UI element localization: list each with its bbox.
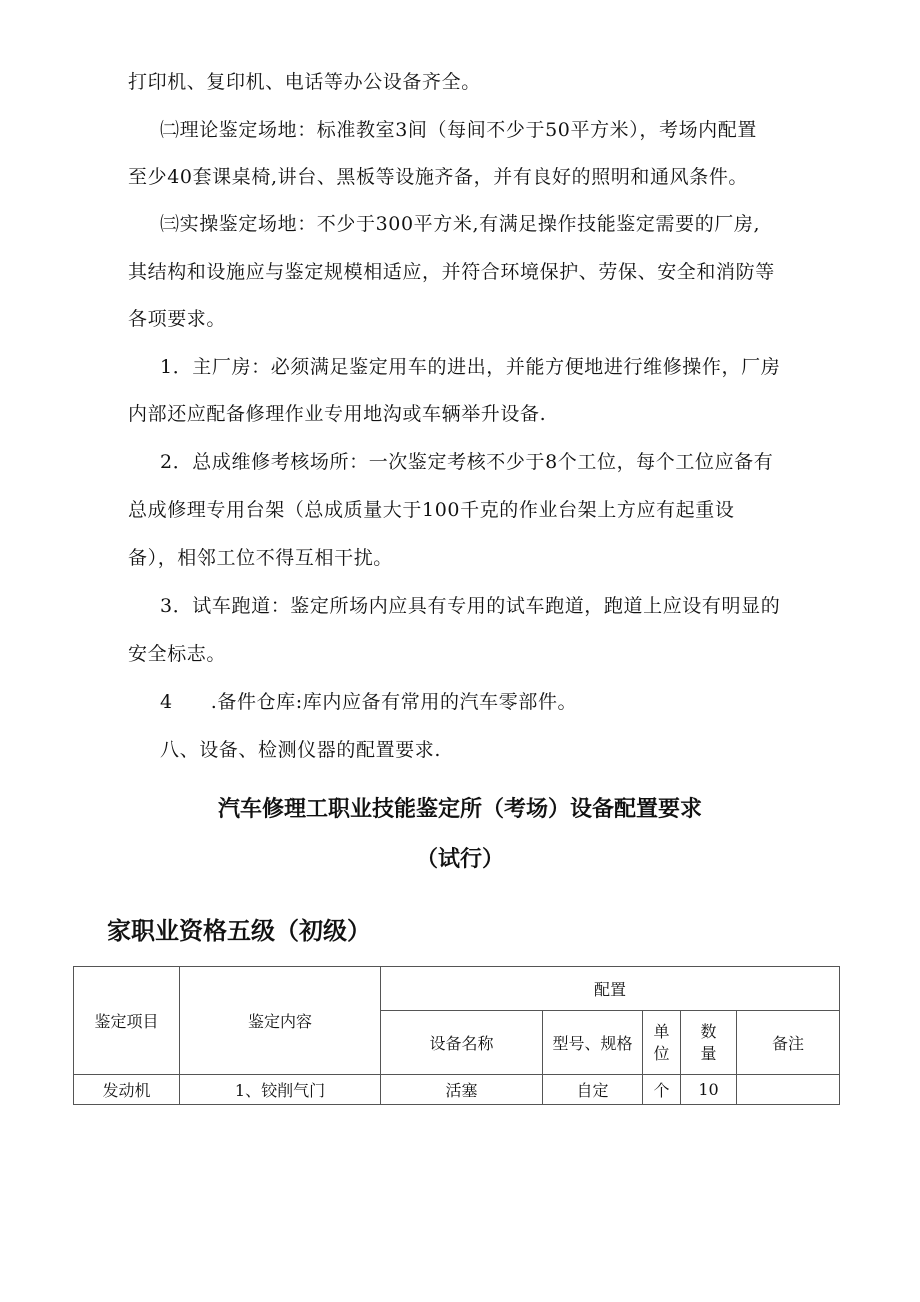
paragraph-assembly-site-line1: 2．总成维修考核场所：一次鉴定考核不少于8个工位，每个工位应备有 bbox=[160, 451, 774, 473]
paragraph-parts-warehouse bbox=[160, 690, 577, 714]
cell-model: 自定 bbox=[543, 1075, 643, 1105]
section-heading-equipment: 八、设备、检测仪器的配置要求. bbox=[160, 739, 442, 761]
paragraph-main-workshop-line2: 内部还应配备修理作业专用地沟或车辆举升设备. bbox=[128, 403, 547, 425]
paragraph-assembly-site-line3: 备），相邻工位不得互相干扰。 bbox=[128, 547, 393, 569]
level-heading: 家职业资格五级（初级） bbox=[107, 917, 371, 945]
paragraph-practice-site-line2: 其结构和设施应与鉴定规模相适应，并符合环境保护、劳保、安全和消防等 bbox=[128, 261, 775, 283]
paragraph-theory-site-line1: ㈡理论鉴定场地：标准教室3间（每间不少于50平方米），考场内配置 bbox=[160, 119, 757, 141]
header-content: 鉴定内容 bbox=[180, 967, 381, 1075]
cell-item: 发动机 bbox=[74, 1075, 180, 1105]
paragraph-theory-site-line2: 至少40套课桌椅,讲台、黑板等设施齐备，并有良好的照明和通风条件。 bbox=[128, 166, 749, 188]
header-item: 鉴定项目 bbox=[74, 967, 180, 1075]
equipment-table bbox=[73, 966, 840, 1105]
document-subtitle: （试行） bbox=[415, 847, 504, 872]
paragraph-test-track-line2: 安全标志。 bbox=[128, 643, 227, 665]
document-title: 汽车修理工职业技能鉴定所（考场）设备配置要求 bbox=[217, 797, 702, 822]
header-device-name: 设备名称 bbox=[381, 1011, 543, 1075]
table-row bbox=[74, 1075, 840, 1105]
paragraph-office-equipment: 打印机、复印机、电话等办公设备齐全。 bbox=[128, 71, 481, 93]
header-config: 配置 bbox=[381, 967, 840, 1011]
header-model: 型号、规格 bbox=[543, 1011, 643, 1075]
cell-unit: 个 bbox=[643, 1075, 681, 1105]
header-remarks: 备注 bbox=[737, 1011, 840, 1075]
list-number: 4 bbox=[160, 691, 173, 713]
paragraph-test-track-line1: 3．试车跑道：鉴定所场内应具有专用的试车跑道，跑道上应设有明显的 bbox=[160, 595, 781, 617]
header-unit: 单位 bbox=[643, 1011, 681, 1075]
cell-content: 1、铰削气门 bbox=[180, 1075, 381, 1105]
cell-quantity: 10 bbox=[681, 1075, 737, 1105]
paragraph-practice-site-line3: 各项要求。 bbox=[128, 308, 227, 330]
list-text: .备件仓库:库内应备有常用的汽车零部件。 bbox=[210, 691, 578, 713]
paragraph-practice-site-line1: ㈢实操鉴定场地：不少于300平方米,有满足操作技能鉴定需要的厂房, bbox=[160, 213, 761, 235]
table-header-row bbox=[74, 967, 840, 1011]
paragraph-assembly-site-line2: 总成修理专用台架（总成质量大于100千克的作业台架上方应有起重设 bbox=[128, 499, 735, 521]
header-quantity: 数量 bbox=[681, 1011, 737, 1075]
paragraph-main-workshop-line1: 1．主厂房：必须满足鉴定用车的进出，并能方便地进行维修操作，厂房 bbox=[160, 356, 781, 378]
cell-device-name: 活塞 bbox=[381, 1075, 543, 1105]
cell-remarks bbox=[737, 1075, 840, 1105]
